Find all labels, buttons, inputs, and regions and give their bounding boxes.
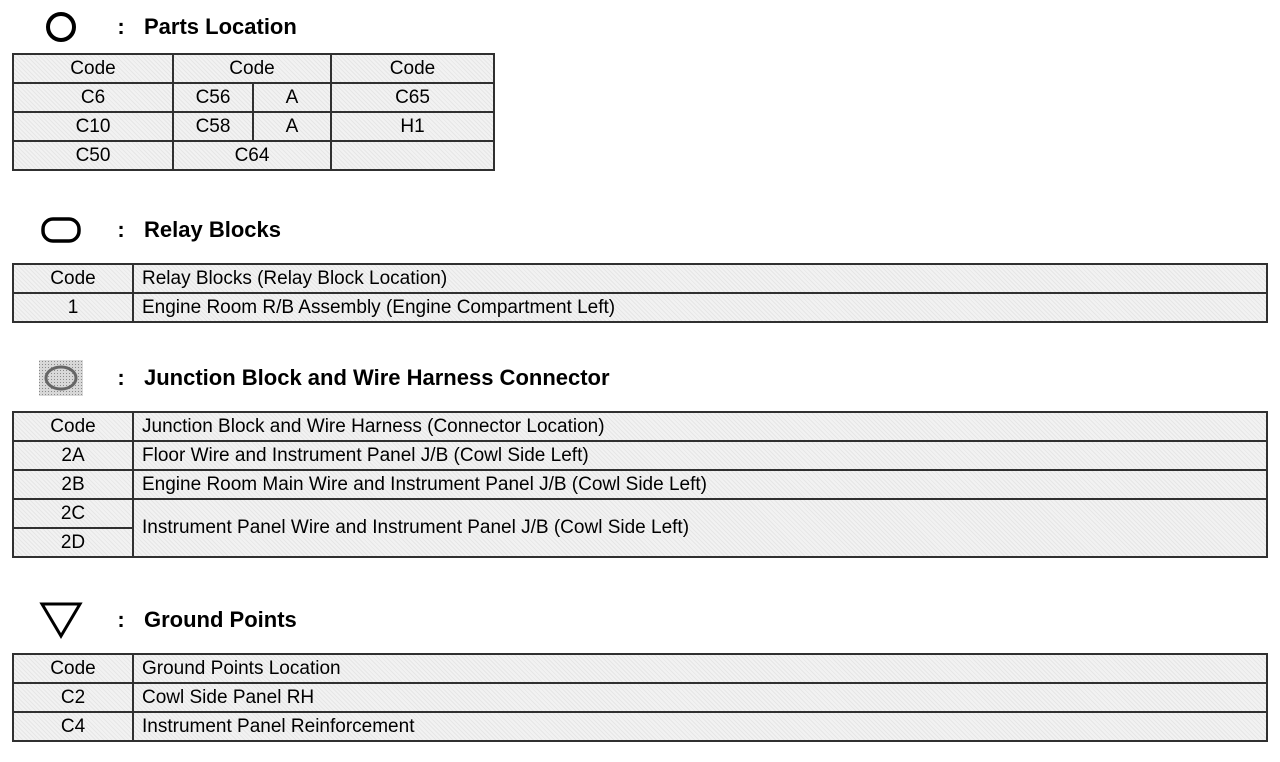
header-cell: Code	[13, 54, 173, 83]
location-cell: Instrument Panel Wire and Instrument Panel J/B (Cowl Side Left)	[133, 499, 1267, 557]
rounded-rect-outline-icon	[36, 210, 86, 250]
code-cell: C6	[13, 83, 173, 112]
heading-colon: :	[117, 365, 125, 390]
header-cell: Code	[13, 654, 133, 683]
code-cell: 2B	[13, 470, 133, 499]
heading-colon: :	[117, 607, 125, 632]
header-cell: Code	[13, 412, 133, 441]
section-title: Relay Blocks	[144, 217, 281, 242]
table-row	[13, 499, 1267, 528]
table-row	[13, 683, 1267, 712]
location-cell: Instrument Panel Reinforcement	[133, 712, 1267, 741]
relay-blocks-table	[12, 263, 1268, 323]
parts-location-heading	[36, 7, 297, 47]
parts-location-table	[12, 53, 495, 171]
heading-colon: :	[117, 14, 125, 39]
code-cell: C2	[13, 683, 133, 712]
table-row	[13, 293, 1267, 322]
location-cell: Engine Room R/B Assembly (Engine Compartment Left)	[133, 293, 1267, 322]
location-cell: Engine Room Main Wire and Instrument Panel J/B (Cowl Side Left)	[133, 470, 1267, 499]
code-cell: 2C	[13, 499, 133, 528]
shaded-oval-icon	[36, 358, 86, 398]
code-cell: 2D	[13, 528, 133, 557]
code-cell: C4	[13, 712, 133, 741]
location-cell: Floor Wire and Instrument Panel J/B (Cowl Side Left)	[133, 441, 1267, 470]
code-cell: C50	[13, 141, 173, 170]
header-cell: Code	[331, 54, 494, 83]
header-cell: Junction Block and Wire Harness (Connector Location)	[133, 412, 1267, 441]
code-cell: C58	[173, 112, 253, 141]
code-cell: C56	[173, 83, 253, 112]
table-header-row	[13, 264, 1267, 293]
header-cell: Ground Points Location	[133, 654, 1267, 683]
code-cell	[331, 141, 494, 170]
code-cell: C10	[13, 112, 173, 141]
location-cell: Cowl Side Panel RH	[133, 683, 1267, 712]
suffix-cell: A	[253, 112, 331, 141]
table-row	[13, 112, 494, 141]
ground-points-table	[12, 653, 1268, 742]
table-header-row	[13, 54, 494, 83]
table-header-row	[13, 412, 1267, 441]
ground-points-heading	[36, 600, 297, 640]
code-cell: 1	[13, 293, 133, 322]
code-cell: C65	[331, 83, 494, 112]
section-title: Parts Location	[144, 14, 297, 39]
code-cell: 2A	[13, 441, 133, 470]
code-cell: C64	[173, 141, 331, 170]
junction-block-heading	[36, 358, 610, 398]
header-cell: Code	[13, 264, 133, 293]
table-row	[13, 712, 1267, 741]
table-row	[13, 141, 494, 170]
relay-blocks-heading	[36, 210, 281, 250]
table-row	[13, 470, 1267, 499]
table-row	[13, 441, 1267, 470]
circle-outline-icon	[36, 7, 86, 47]
section-title: Junction Block and Wire Harness Connector	[144, 365, 610, 390]
section-title: Ground Points	[144, 607, 297, 632]
suffix-cell: A	[253, 83, 331, 112]
table-row	[13, 83, 494, 112]
junction-block-table	[12, 411, 1268, 558]
header-cell: Relay Blocks (Relay Block Location)	[133, 264, 1267, 293]
heading-colon: :	[117, 217, 125, 242]
down-triangle-icon	[36, 600, 86, 640]
table-header-row	[13, 654, 1267, 683]
header-cell: Code	[173, 54, 331, 83]
code-cell: H1	[331, 112, 494, 141]
